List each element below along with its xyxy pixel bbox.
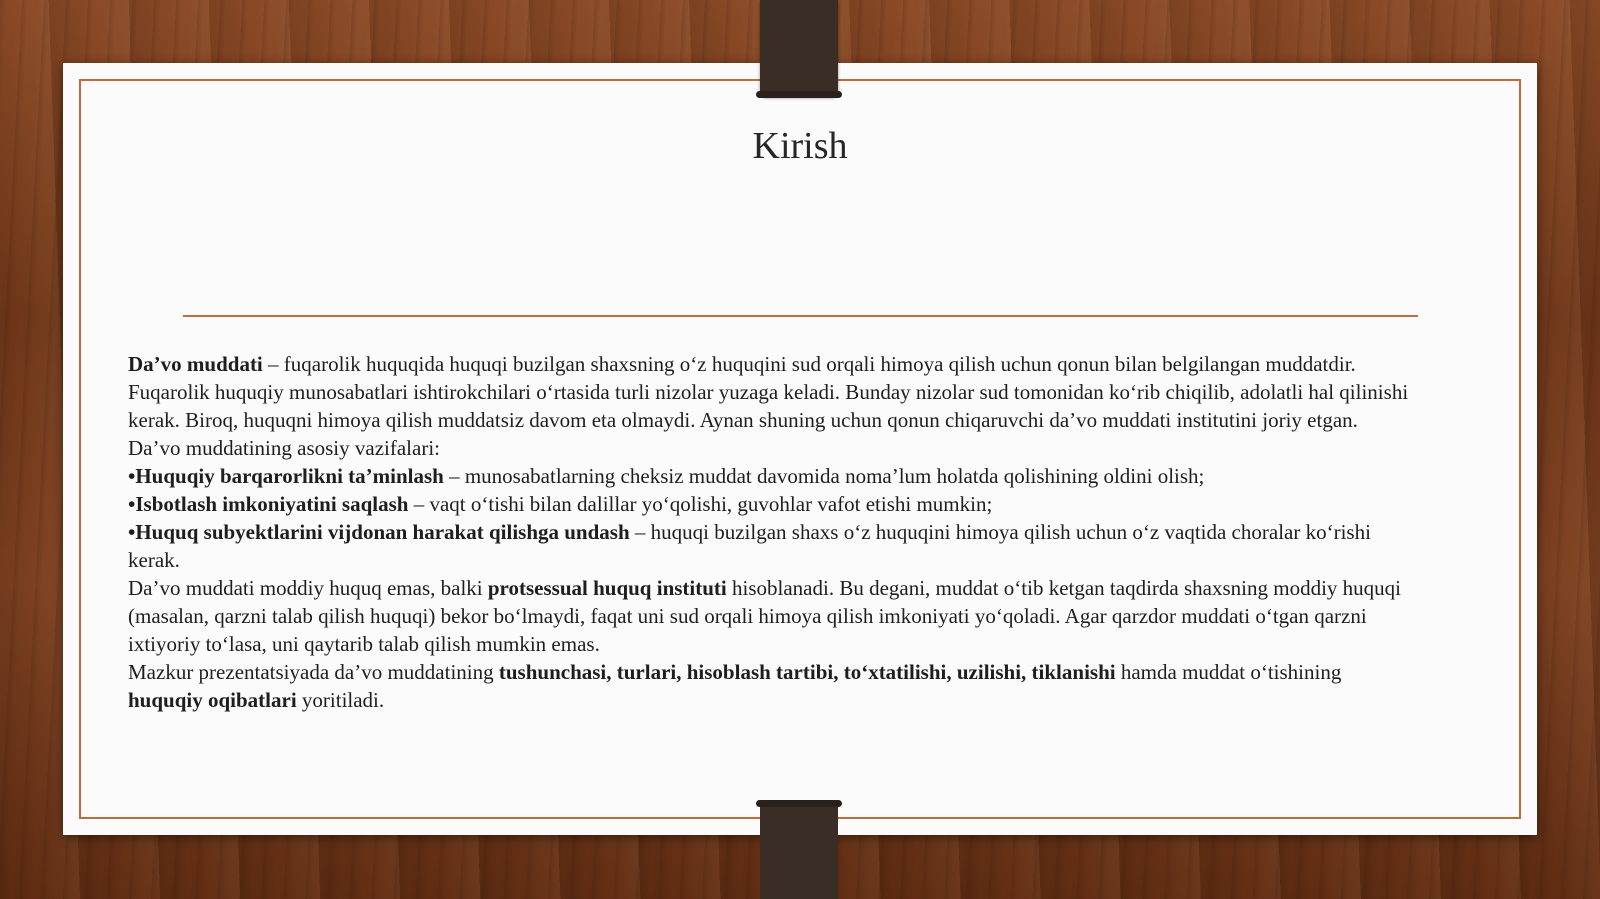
term-bold: Da’vo muddati — [128, 352, 263, 376]
bullet-item: •Huquqiy barqarorlikni ta’minlash – munosabatlarning cheksiz muddat davomida noma’lum holatda qolishining oldini olish; — [128, 464, 1205, 488]
binder-clip-top — [760, 0, 838, 96]
functions-heading: Da’vo muddatining asosiy vazifalari: — [128, 436, 440, 460]
slide-title: Kirish — [752, 125, 848, 167]
definition-paragraph: Da’vo muddati – fuqarolik huquqida huquqi buzilgan shaxsning o‘z huquqini sud orqali himoya qilish uchun qonun bilan belgilangan muddatdir. — [128, 352, 1356, 376]
slide-body — [128, 350, 1418, 714]
title-divider — [183, 315, 1418, 317]
summary-paragraph: Mazkur prezentatsiyada da’vo muddatining tushunchasi, turlari, hisoblash tartibi, to‘xtatilishi, uzilishi, tiklanishi hamda muddat o‘tishining huquqiy oqibatlari yoritiladi. — [128, 660, 1342, 712]
nature-paragraph: Da’vo muddati moddiy huquq emas, balki protsessual huquq instituti hisoblanadi. Bu degani, muddat o‘tib ketgan taqdirda shaxsning moddiy huquqi (masalan, qarzni talab qilish huquqi) bekor bo‘lmaydi, faqat uni sud orqali himoya qilish imkoniyati yo‘qoladi. Agar qarzdor muddati o‘tgan qarzni ixtiyoriy to‘lasa, uni qaytarib talab qilish mumkin emas. — [128, 576, 1401, 656]
context-paragraph: Fuqarolik huquqiy munosabatlari ishtirokchilari o‘rtasida turli nizolar yuzaga keladi. Bunday nizolar sud tomonidan ko‘rib chiqilib, adolatli hal qilinishi kerak. Biroq, huquqni himoya qilish muddatsiz davom eta olmaydi. Aynan shuning uchun qonun chiqaruvchi da’vo muddati institutini joriy etgan. — [128, 380, 1409, 432]
bullet-item: •Huquq subyektlarini vijdonan harakat qilishga undash – huquqi buzilgan shaxs o‘z huquqini himoya qilish uchun o‘z vaqtida choralar ko‘rishi kerak. — [128, 520, 1371, 572]
bullet-item: •Isbotlash imkoniyatini saqlash – vaqt o‘tishi bilan dalillar yo‘qolishi, guvohlar vafot etishi mumkin; — [128, 492, 993, 516]
binder-clip-bottom — [760, 802, 838, 899]
